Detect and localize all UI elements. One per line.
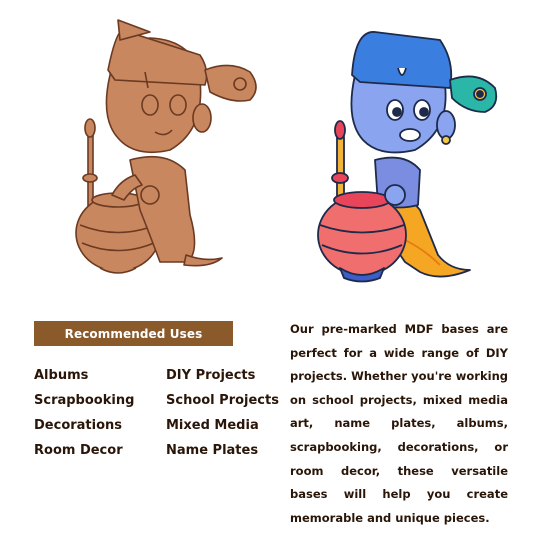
product-description: Our pre-marked MDF bases are perfect for a wide range of DIY projects. Whether you're working on school projects, mixed media art, name plates, albums, scrapbooking, decorations, or room decor, these versatile bases will help you create memorable and unique pieces. <box>290 322 508 525</box>
uses-list-left <box>34 367 134 467</box>
use-item: Decorations <box>34 418 123 433</box>
use-item: Albums <box>34 368 89 383</box>
use-item: Name Plates <box>166 443 259 458</box>
use-item: Mixed Media <box>166 418 259 433</box>
recommended-uses-heading: Recommended Uses <box>34 321 233 346</box>
use-item: Room Decor <box>34 443 123 458</box>
use-item: DIY Projects <box>166 368 256 383</box>
use-item: Scrapbooking <box>34 393 135 408</box>
colored-figure <box>318 32 496 282</box>
uses-list-right <box>166 367 279 467</box>
mdf-cutout-figure <box>76 20 256 273</box>
use-item: School Projects <box>166 393 279 408</box>
